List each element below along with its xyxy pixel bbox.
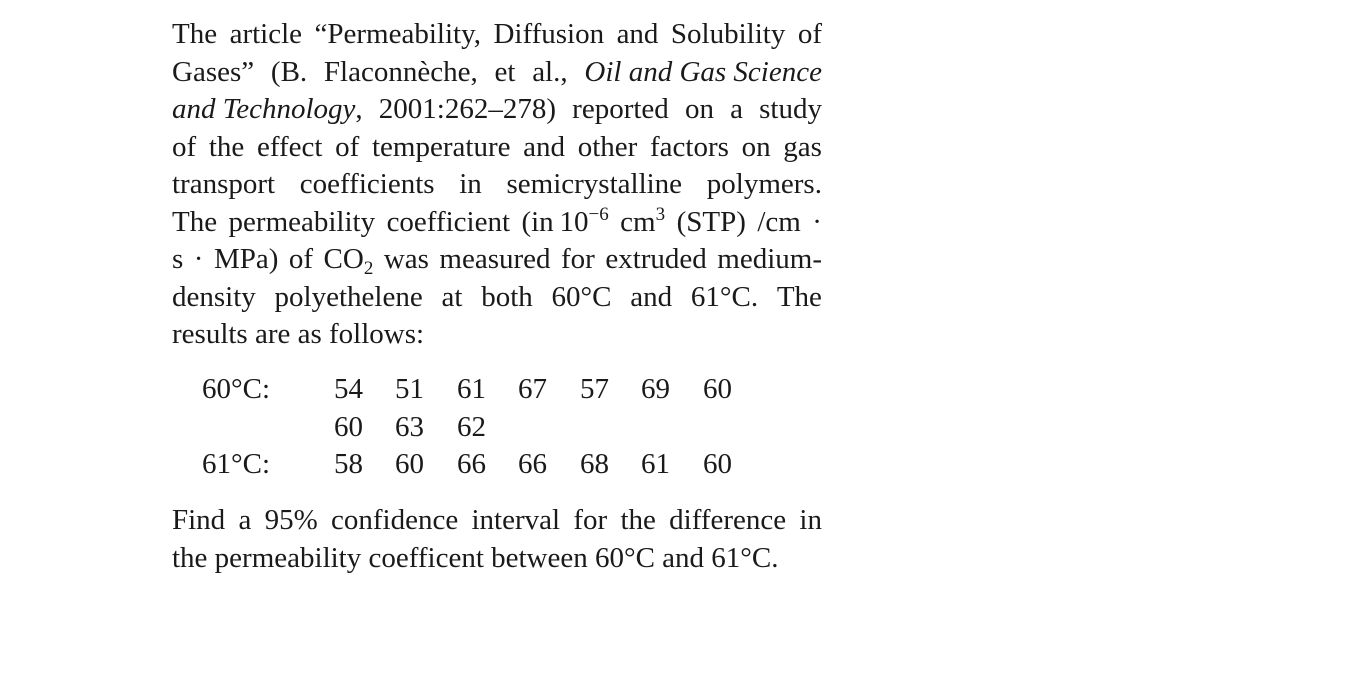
intro-line-2: Gases” (B. Flaconnèche, et al., Oil and Gas Science	[172, 55, 822, 88]
table-cell: 60	[334, 410, 363, 443]
document-body	[172, 16, 822, 574]
exponent-3: 3	[655, 203, 666, 225]
table-cell: 60	[703, 373, 732, 405]
journal-title-part-1: Oil and Gas Science	[584, 55, 822, 88]
table-cell: 69	[641, 373, 670, 405]
table-cell: 68	[580, 448, 609, 480]
table-cell: 67	[518, 373, 547, 405]
question-line-2: the permeability coefficent between 60°C and 61°C.	[172, 541, 779, 574]
table-cell: 57	[580, 373, 609, 405]
table-row	[172, 371, 822, 409]
row-label: 60°C:	[202, 373, 270, 405]
exponent-neg6: −6	[588, 203, 609, 225]
table-cell: 60	[703, 448, 732, 480]
intro-line-9: results are as follows:	[172, 318, 425, 350]
table-cell: 63	[395, 410, 424, 443]
table-cell: 66	[457, 448, 486, 480]
table-row	[172, 446, 822, 484]
intro-line-7: s · MPa) of $CO_2$ was measured for extruded medium-	[172, 243, 822, 279]
question-paragraph	[172, 502, 822, 577]
intro-line-4: of the effect of temperature and other factors on gas	[172, 130, 822, 163]
intro-paragraph	[172, 16, 822, 354]
subscript-2: 2	[363, 258, 374, 279]
intro-line-1: The article “Permeability, Diffusion and Solubility of	[172, 18, 822, 50]
intro-line-8: density polyethelene at both 60°C and 61°C. The	[172, 280, 822, 313]
table-cell: 51	[395, 373, 424, 405]
table-cell: 62	[457, 410, 486, 443]
intro-line-6: The permeability coefficient (in $10^{-6}$ $cm^3$ (STP) /cm ·	[172, 203, 822, 238]
table-row	[172, 409, 822, 447]
table-cell: 60	[395, 448, 424, 480]
table-cell: 54	[334, 373, 363, 405]
table-cell: 61	[457, 373, 486, 405]
question-line-1: Find a 95% confidence interval for the difference in	[172, 504, 822, 536]
intro-line-3: and Technology, 2001:262–278) reported on a study	[172, 93, 822, 125]
table-cell: 58	[334, 448, 363, 480]
journal-title-part-2: and Technology	[172, 93, 356, 125]
data-table	[172, 371, 822, 484]
row-label: 61°C:	[202, 448, 270, 480]
intro-line-5: transport coefficients in semicrystalline polymers.	[172, 168, 822, 200]
table-cell: 61	[641, 448, 670, 480]
table-cell: 66	[518, 448, 547, 480]
